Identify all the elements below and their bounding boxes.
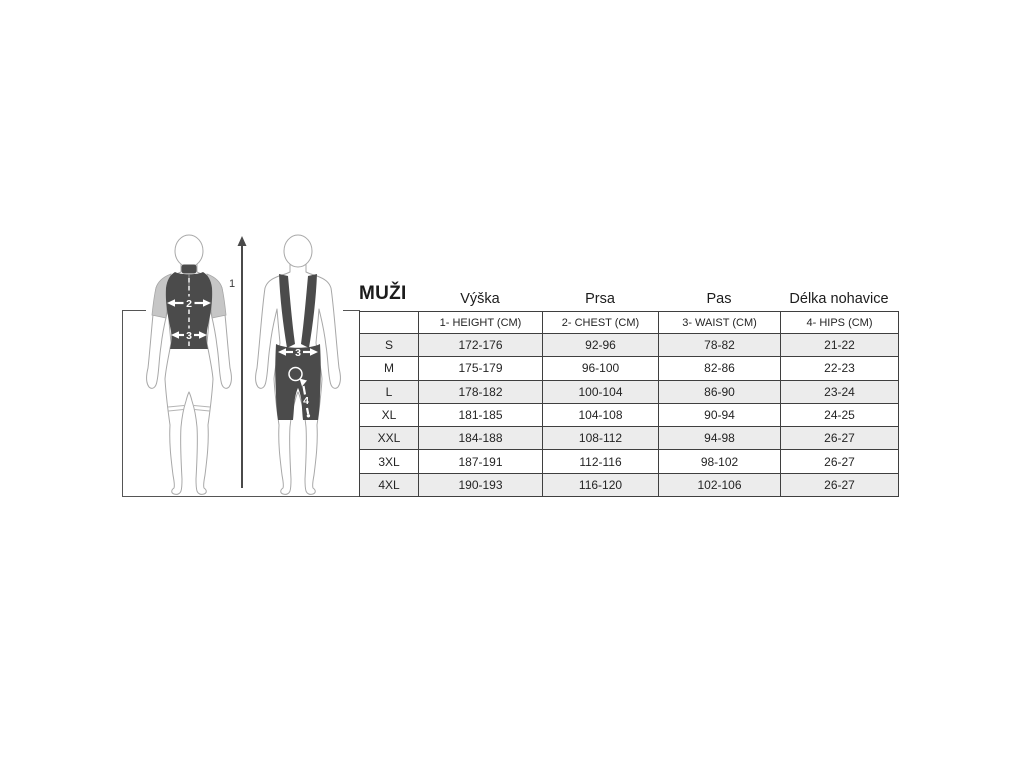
- waist-cell: 94-98: [659, 427, 781, 450]
- chest-measure-number: 2: [186, 298, 192, 310]
- height-cell: 184-188: [419, 427, 543, 450]
- table-row: [360, 450, 899, 473]
- size-cell: 3XL: [360, 450, 419, 473]
- table-row: [360, 427, 899, 450]
- column-header-pas: Pas: [706, 291, 732, 307]
- size-cell: L: [360, 380, 419, 403]
- chest-cell: 108-112: [543, 427, 659, 450]
- height-cell: 181-185: [419, 403, 543, 426]
- subheader-height: 1- HEIGHT (CM): [419, 312, 543, 334]
- hips-cell: 26-27: [781, 427, 899, 450]
- size-cell: XXL: [360, 427, 419, 450]
- leg-arrow-end-dot: [307, 414, 310, 417]
- table-row: [360, 334, 899, 357]
- height-cell: 190-193: [419, 473, 543, 496]
- frame-top-left-segment: [122, 310, 146, 311]
- column-header-delka: Délka nohavice: [789, 291, 889, 307]
- waist-cell: 82-86: [659, 357, 781, 380]
- height-measure-number: 1: [228, 278, 236, 290]
- frame-top-right-segment: [343, 310, 360, 311]
- bib-waist-measure-number: 3: [295, 347, 301, 359]
- subheader-chest: 2- CHEST (CM): [543, 312, 659, 334]
- size-cell: 4XL: [360, 473, 419, 496]
- chest-cell: 96-100: [543, 357, 659, 380]
- size-table: [359, 311, 899, 497]
- waist-measure-number: 3: [186, 330, 192, 342]
- size-cell: M: [360, 357, 419, 380]
- body-silhouette: [147, 235, 232, 494]
- size-cell: XL: [360, 403, 419, 426]
- column-header-prsa: Prsa: [585, 291, 615, 307]
- waist-cell: 98-102: [659, 450, 781, 473]
- hips-cell: 21-22: [781, 334, 899, 357]
- waist-cell: 102-106: [659, 473, 781, 496]
- table-subheader-row: [360, 312, 899, 334]
- hips-cell: 26-27: [781, 473, 899, 496]
- leg-arrow-line: [304, 386, 306, 395]
- table-row: [360, 473, 899, 496]
- chest-cell: 116-120: [543, 473, 659, 496]
- hips-cell: 26-27: [781, 450, 899, 473]
- hips-cell: 23-24: [781, 380, 899, 403]
- waist-cell: 86-90: [659, 380, 781, 403]
- hips-cell: 24-25: [781, 403, 899, 426]
- column-header-vyska: Výška: [460, 291, 500, 307]
- waist-cell: 90-94: [659, 403, 781, 426]
- jersey-figure: [144, 230, 234, 502]
- size-cell: S: [360, 334, 419, 357]
- waist-cell: 78-82: [659, 334, 781, 357]
- height-cell: 187-191: [419, 450, 543, 473]
- bibshorts-figure: [253, 230, 343, 502]
- table-row: [360, 403, 899, 426]
- jersey-collar: [182, 265, 197, 274]
- frame-left-line: [122, 310, 123, 497]
- chest-cell: 100-104: [543, 380, 659, 403]
- leg-measure-number: 4: [303, 395, 309, 407]
- chest-cell: 112-116: [543, 450, 659, 473]
- chest-cell: 92-96: [543, 334, 659, 357]
- page-title: MUŽI: [359, 283, 407, 304]
- height-cell: 178-182: [419, 380, 543, 403]
- subheader-empty-cell: [360, 312, 419, 334]
- table-row: [360, 357, 899, 380]
- chest-cell: 104-108: [543, 403, 659, 426]
- table-row: [360, 380, 899, 403]
- leg-arrow-line: [307, 408, 308, 414]
- subheader-waist: 3- WAIST (CM): [659, 312, 781, 334]
- hips-cell: 22-23: [781, 357, 899, 380]
- table-header-row: [359, 277, 898, 310]
- height-cell: 175-179: [419, 357, 543, 380]
- subheader-hips: 4- HIPS (CM): [781, 312, 899, 334]
- height-arrowhead-icon: [238, 236, 247, 246]
- height-cell: 172-176: [419, 334, 543, 357]
